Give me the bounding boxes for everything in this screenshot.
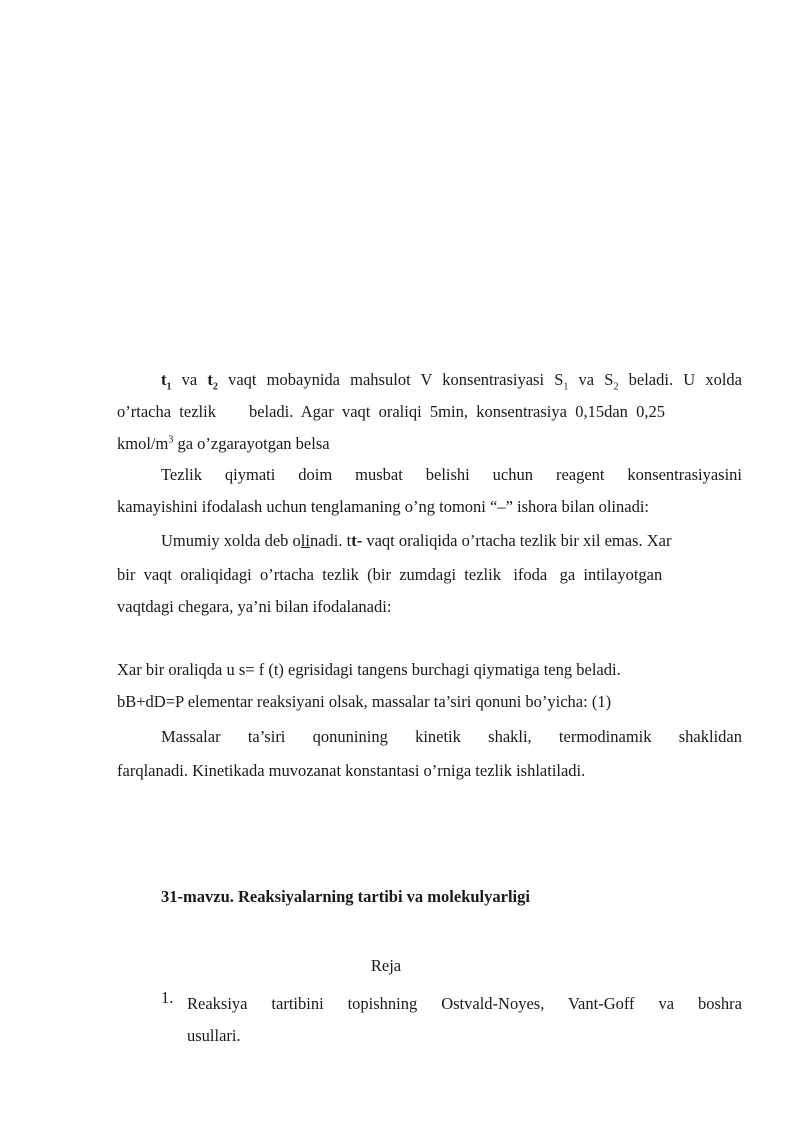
- text: beladi. U xolda: [618, 370, 743, 389]
- paragraph-2-line-2: kamayishini ifodalash uchun tenglamaning o’ng tomoni “–” ishora bilan olinadi:: [117, 497, 650, 516]
- subscript: 2: [212, 381, 218, 393]
- plan-item-number: 1.: [161, 988, 174, 1007]
- bold-text: t-: [351, 531, 363, 550]
- paragraph-1-line-2: o’rtacha tezlik beladi. Agar vaqt oraliqi 5min, konsentrasiya 0,15dan 0,25: [117, 402, 666, 421]
- subscript: 1: [563, 381, 569, 393]
- paragraph-4: Xar bir oraliqda u s= f (t) egrisidagi tangens burchagi qiymatiga teng beladi.: [117, 660, 621, 679]
- plan-item-text-continued: usullari.: [187, 1026, 241, 1045]
- text: vaqt oraliqida o’rtacha tezlik bir xil emas. Xar: [362, 531, 672, 550]
- subscript: 1: [166, 381, 172, 393]
- section-title: 31-mavzu. Reaksiyalarning tartibi va molekulyarligi: [161, 887, 530, 906]
- paragraph-3-line-2: bir vaqt oraliqidagi o’rtacha tezlik (bir zumdagi tezlik ifoda ga intilayotgan: [117, 565, 663, 584]
- text: va: [171, 370, 208, 389]
- paragraph-3-line-3: vaqtdagi chegara, ya’ni bilan ifodalanadi:: [117, 597, 392, 616]
- superscript: 3: [168, 434, 174, 446]
- underlined-text: li: [300, 531, 310, 550]
- t2-symbol: t: [207, 370, 213, 389]
- plan-heading: Reja: [370, 956, 402, 975]
- paragraph-2-line-1: Tezlik qiymati doim musbat belishi uchun reagent konsentrasiyasini: [161, 465, 742, 484]
- paragraph-3-line-1: [161, 531, 742, 551]
- subscript: 2: [613, 381, 619, 393]
- paragraph-6-line-1: Massalar ta’siri qonunining kinetik shakli, termodinamik shaklidan: [161, 727, 742, 746]
- text: vaqt mobaynida mahsulot V konsentrasiyasi S: [217, 370, 564, 389]
- text: Umumiy xolda deb o: [161, 531, 301, 550]
- plan-item-text: Reaksiya tartibini topishning Ostvald-Noyes, Vant-Goff va boshra: [187, 994, 742, 1013]
- text: ga o’zgarayotgan belsa: [173, 434, 330, 453]
- paragraph-1-line-1: [161, 370, 743, 393]
- t1-symbol: t: [161, 370, 167, 389]
- text: kmol/m: [117, 434, 169, 453]
- text: va S: [568, 370, 614, 389]
- paragraph-5: bB+dD=P elementar reaksiyani olsak, massalar ta’siri qonuni bo’yicha: (1): [117, 692, 612, 711]
- paragraph-6-line-2: farqlanadi. Kinetikada muvozanat konstantasi o’rniga tezlik ishlatiladi.: [117, 761, 586, 780]
- text: nadi. t: [309, 531, 352, 550]
- paragraph-1-line-3: [117, 434, 742, 454]
